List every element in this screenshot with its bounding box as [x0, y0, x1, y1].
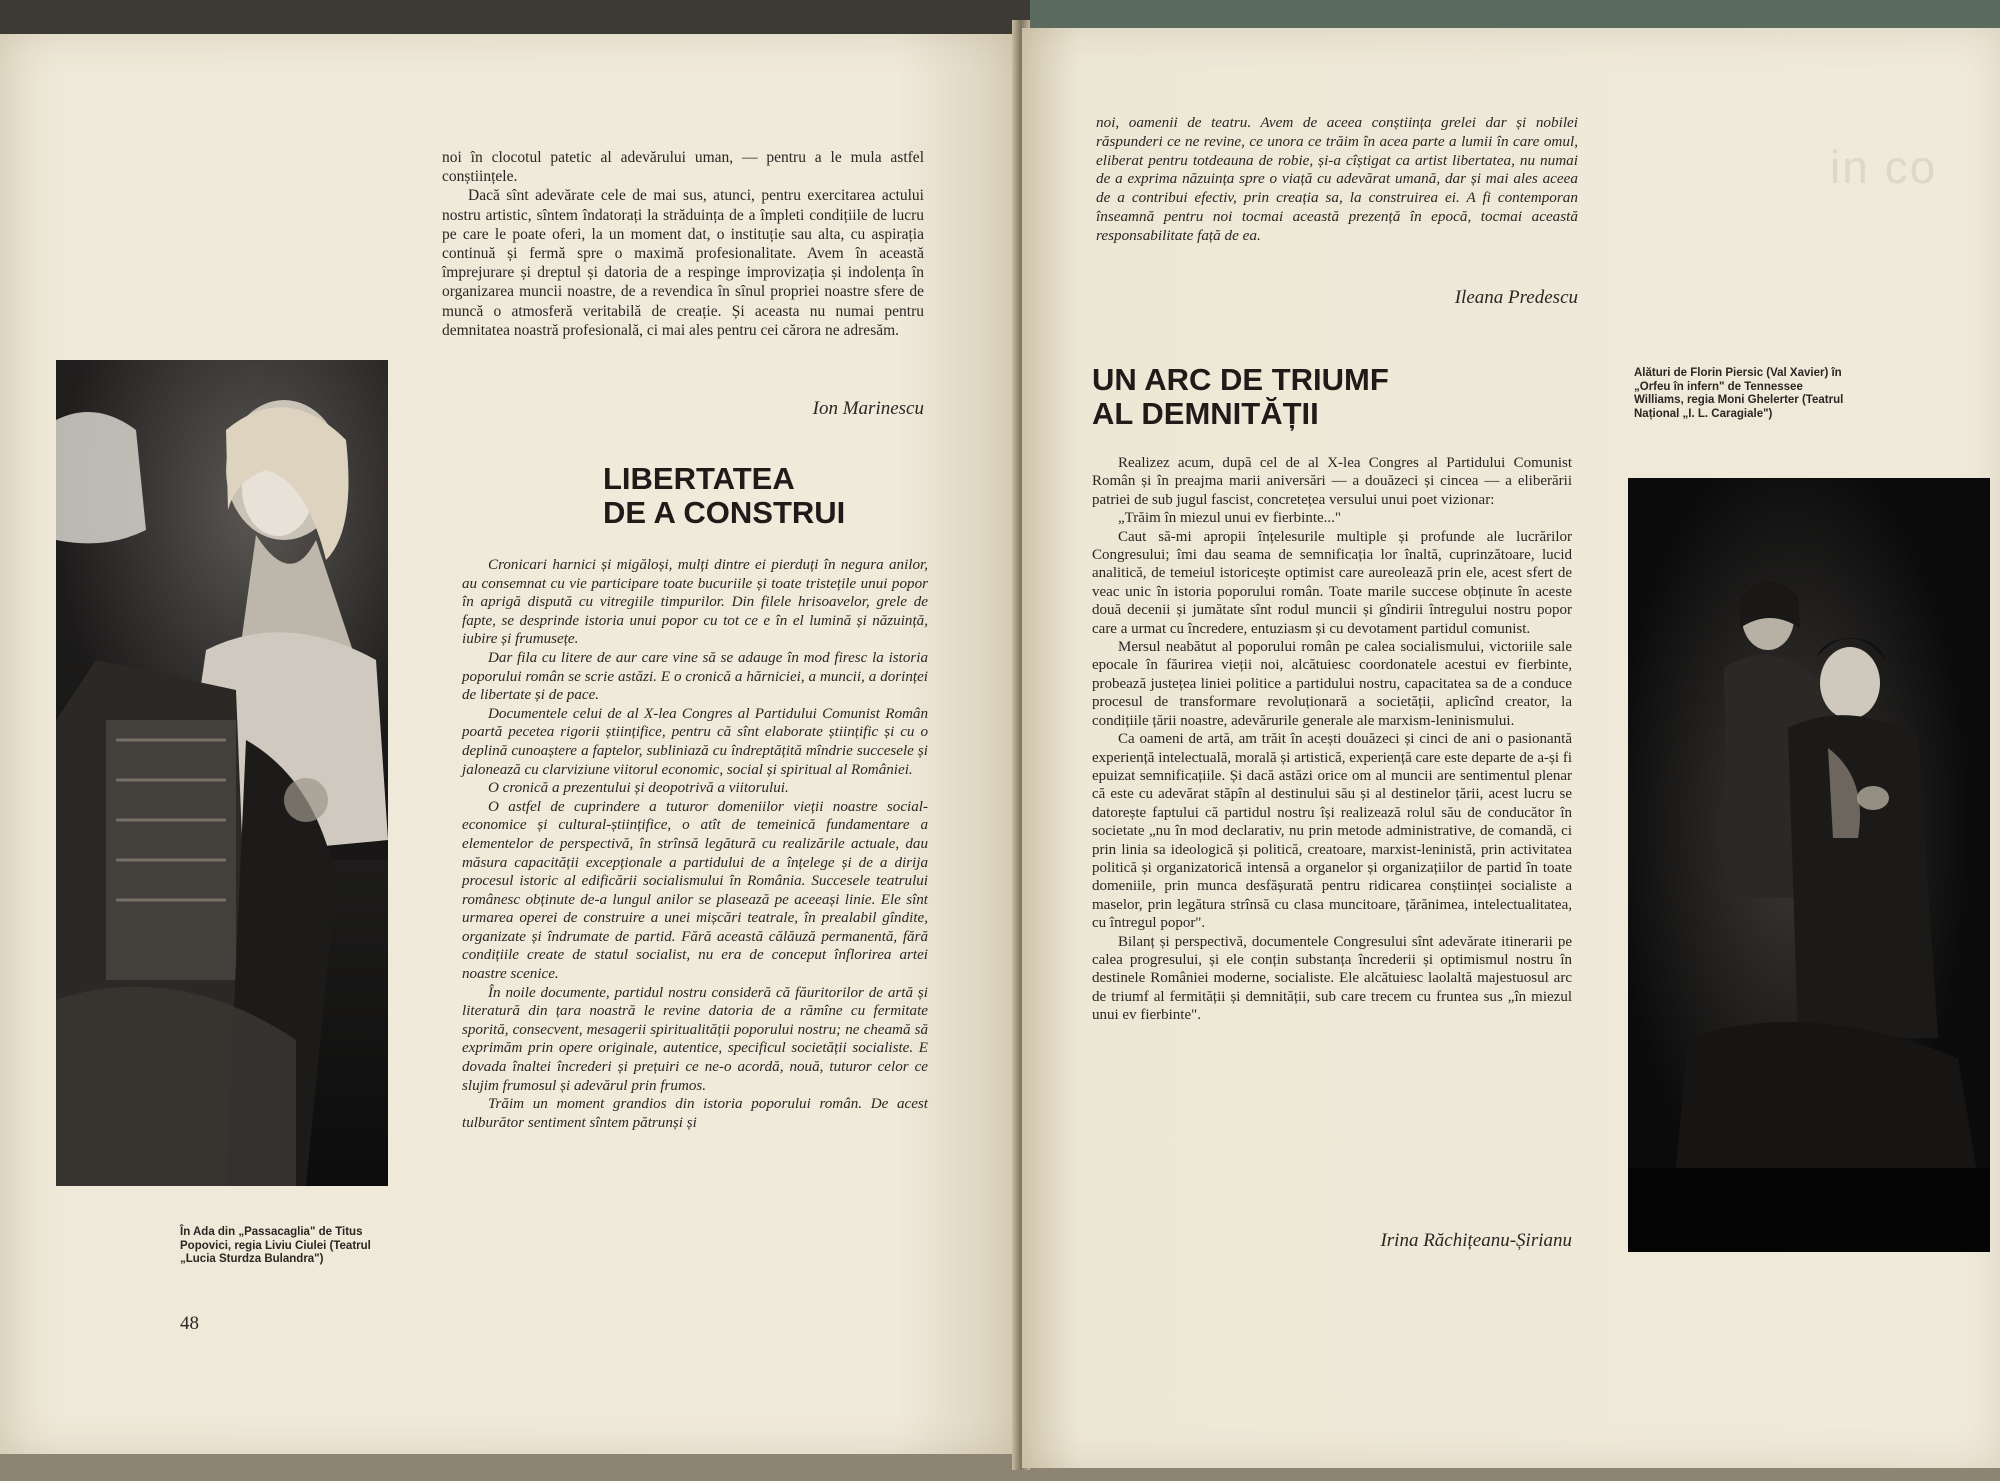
- scan-border-top-right: [1030, 0, 2000, 30]
- article-paragraph: „Trăim în miezul unui ev fierbinte...": [1118, 510, 1342, 527]
- signature-ileana-predescu: Ileana Predescu: [1454, 287, 1578, 308]
- photo-caption-right: Alături de Florin Piersic (Val Xavier) în „Orfeu în infern" de Tennessee Williams, regia Moni Ghelerter (Teatrul Național „I. L. Caragiale"): [1634, 367, 1844, 420]
- headline-arc-line1: UN ARC DE TRIUMF: [1092, 362, 1389, 397]
- article-paragraph: Mersul neabătut al poporului român pe calea socialismului, victoriile sale epocale în făurirea vieții noi, alcătuiesc coordonatele acestui ev fierbinte, probează justețea liniei politice a partidului nostru, capacitatea sa de a conduce procesul de transformare revoluționară a societății, aplicînd creator, la condițiile țării noastre, adevărurile generale ale marxism-leninismului.: [1092, 639, 1572, 729]
- headline-libertatea: [603, 462, 933, 530]
- intro-paragraph-2: Dacă sînt adevărate cele de mai sus, atunci, pentru exercitarea actului nostru artistic, sîntem îndatorați la străduința de a împleti condițiile de lucru pe care le poate oferi, la un moment dat, o instituție sau alta, cu aspirația continuă și fermă spre o maximă profesionalitate. Avem în această împrejurare și dreptul și datoria de a respinge improvizația și indolența în organizarea muncii noastre, de a revendica în sînul propriei noastre sfere de muncă o atmosferă veritabilă de creație. Și aceasta nu numai pentru demnitatea noastră profesională, ci mai ales pentru cei cărora ne adresăm.: [442, 187, 924, 339]
- headline-arc-de-triumf: [1092, 363, 1512, 431]
- article-paragraph: Dar fila cu litere de aur care vine să se adauge în mod firesc la istoria poporului român se scrie astăzi. E o cronică a hărniciei, a muncii, a dorinței de libertate și de pace.: [462, 649, 928, 704]
- article-paragraph: Realizez acum, după cel de al X-lea Congres al Partidului Comunist Român și în preajma marii aniversări — a douăzeci și cincea — a eliberării patriei de sub jugul fascist, concretețea versului unui poet vizionar:: [1092, 455, 1572, 508]
- article-paragraph: Cronicari harnici și migăloși, mulți dintre ei pierduți în negura anilor, au consemnat cu vie participare toate bucuriile și toate tristețile unui popor în aprigă dispută cu vitregiile timpurilor. Din filele hrisoavelor, grele de fapte, se desprinde istoria unui popor cu tot ce e în el lumină și năzuință, iubire și frumusețe.: [462, 557, 928, 648]
- article-paragraph: Caut să-mi apropii înțelesurile multiple și profunde ale lucrărilor Congresului; îmi dau seama de semnificația lor înaltă, cuprinzătoare, lucid analitică, de temeiul istoricește optimist care aureolează prin ele, acest sfert de veac unic în istoria poporului român. Toate marile succese obținute în aceste două decenii și jumătate sînt rodul muncii și gîndirii întregului nostru popor care a urmat cu încredere, entuziasm și cu devotament partidul comunist.: [1092, 528, 1572, 637]
- article-paragraph: Ca oameni de artă, am trăit în acești douăzeci și cinci de ani o pasionantă experiență intelectuală, morală și artistică, experiență care este departe de a-și fi epuizat semnificațiile. Și dacă astăzi orice om al muncii are sentimentul plenar că este cu adevărat stăpîn al destinului său și al destinelor țării, acest lucru se datorește faptului că partidul nostru își realizează rolul său de conducător în societate „nu în mod declarativ, nu prin metode administrative, de comandă, ci prin linia sa ideologică și politică, creatoare, marxist-leninistă, prin activitatea politică și organizatorică intensă a organelor și organizațiilor de partid în toate domeniile, prin munca desfășurată pentru ridicarea conștiinței socialiste a maselor, prin legătura strînsă cu clasa muncitoare, țărănimea, intelectualitatea, cu întregul popor".: [1092, 731, 1572, 932]
- left-intro-column: [442, 148, 924, 340]
- show-through-text: in co: [1830, 141, 1938, 193]
- article-paragraph: Documentele celui de al X-lea Congres al Partidului Comunist Român poartă pecetea rigorii științifice, pentru că sînt elaborate științific și cu o deplină cunoaștere a faptelor, subliniază cu îndreptățită mîndrie succesele și jalonează cu clarviziune viitorul economic, social și spiritual al României.: [462, 705, 928, 778]
- photo-orfeu-in-infern: [1628, 478, 1990, 1252]
- signature-irina-rachiteanu: Irina Răchițeanu-Șirianu: [1380, 1230, 1572, 1251]
- left-article-column: [462, 556, 928, 1132]
- photo-caption-left: În Ada din „Passacaglia" de Titus Popovici, regia Liviu Ciulei (Teatrul „Lucia Sturdza Bulandra"): [180, 1226, 371, 1265]
- right-top-paragraph: noi, oamenii de teatru. Avem de aceea conștiința grelei dar și nobilei răspunderi ce ne revine, ce unora ce trăim în acea parte a lumii în care omul, eliberat pentru totdeauna de robie, și-a cîștigat ca artist libertatea, nu numai de a exprima năzuința spre o viață cu adevărat umană, dar și mai ales aceea de a contribui efectiv, prin creația sa, la construirea ei. A fi contemporan înseamnă pentru noi tocmai această prezență în epocă, tocmai această responsabilitate față de ea.: [1096, 114, 1578, 244]
- photo-passacaglia-image: [56, 360, 388, 1186]
- headline-libertatea-line2: DE A CONSTRUI: [603, 495, 846, 530]
- article-paragraph: În noile documente, partidul nostru consideră că făuritorilor de artă și literatură din țara noastră le revine datoria de a rămîne cu fermitate sporită, consecvent, mesagerii spiritualității poporului nostru; ne cheamă să exprimăm prin opere originale, autentice, specificul societății socialiste. E dovada înaltei încrederi și prețuiri ce ne-o acordă, nouă, tuturor celor ce slujim frumosul și adevărul prin frumos.: [462, 984, 928, 1094]
- photo-passacaglia: [56, 360, 388, 1186]
- headline-libertatea-line1: LIBERTATEA: [603, 461, 795, 496]
- article-paragraph: Trăim un moment grandios din istoria poporului român. De acest tulburător sentiment sîntem pătrunși și: [462, 1096, 928, 1131]
- article-paragraph: O cronică a prezentului și deopotrivă a viitorului.: [488, 780, 789, 797]
- page-number: 48: [180, 1313, 199, 1334]
- article-paragraph: Bilanț și perspectivă, documentele Congresului sînt adevărate itinerarii pe calea progresului, și ele conțin substanța încrederii și optimismul nostru în destinele României moderne, socialiste. Ele alcătuiesc laolaltă majestuosul arc de triumf al fermității și demnității, sub care trecem cu fruntea sus „în miezul unui ev fierbinte".: [1092, 933, 1572, 1024]
- article-paragraph: O astfel de cuprindere a tuturor domeniilor vieții noastre social-economice și cultural-științifice, o atît de temeinică fundamentare a elementelor de perspectivă, în strînsă legătură cu realizările actuale, dau măsura capacității excepționale a partidului de a înțelege și de a dirija procesul istoric al edificării socialismului în România. Succesele teatrului românesc obținute de-a lungul anilor se plasează pe aceeași linie. Ele sînt urmarea operei de construire a unei mișcări teatrale, în prealabil gîndite, organizate și îndrumate de partid. Fără această călăuză permanentă, fără condițiile create de statul socialist, nu era de conceput înflorirea artei noastre scenice.: [462, 798, 928, 983]
- right-top-column: [1096, 114, 1578, 246]
- intro-paragraph-1: noi în clocotul patetic al adevărului uman, — pentru a le mula astfel conștiințele.: [442, 149, 924, 186]
- headline-arc-line2: AL DEMNITĂȚII: [1092, 396, 1319, 431]
- right-article-column: [1092, 454, 1572, 1025]
- signature-ion-marinescu: Ion Marinescu: [812, 398, 924, 419]
- photo-orfeu-image: [1628, 478, 1990, 1252]
